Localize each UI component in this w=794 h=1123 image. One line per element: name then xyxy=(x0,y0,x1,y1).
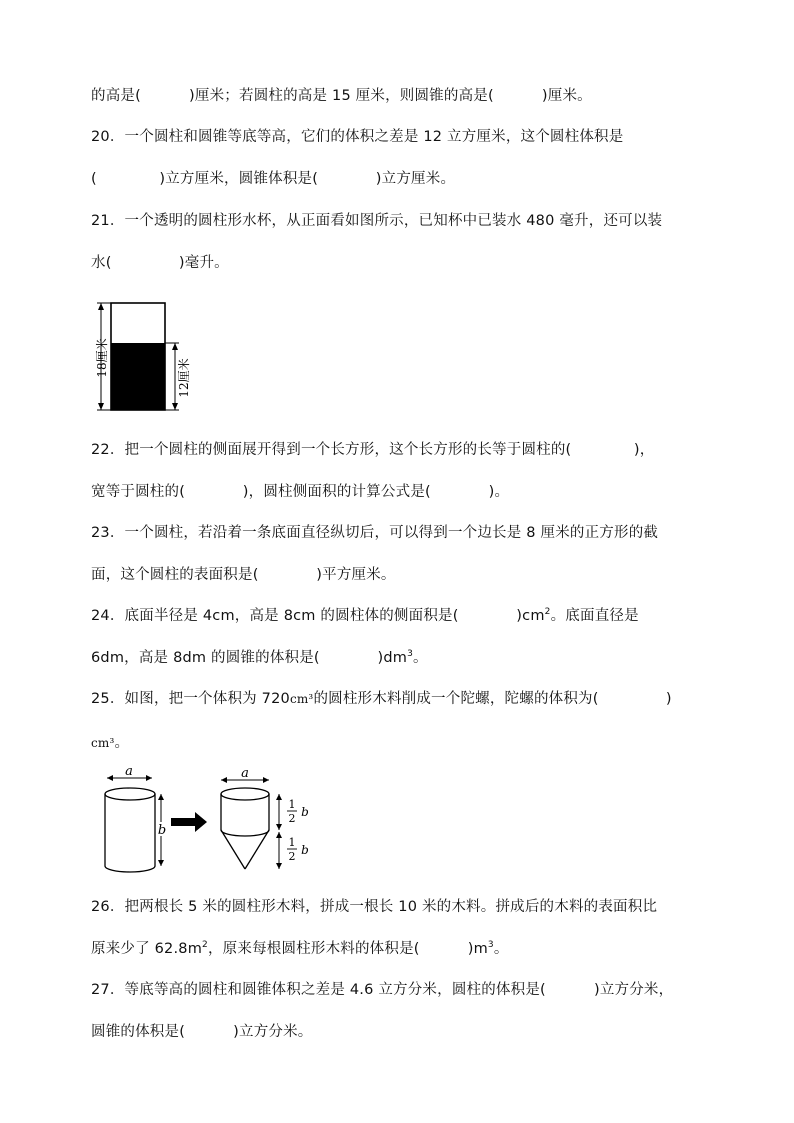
svg-text:a: a xyxy=(241,766,249,781)
text-line: cm³。 xyxy=(91,735,130,751)
svg-text:b: b xyxy=(301,805,309,819)
svg-text:1: 1 xyxy=(288,836,296,849)
arrow-icon xyxy=(171,812,207,832)
spinning-top xyxy=(221,766,309,869)
text-line: ( )立方厘米，圆锥体积是( )立方厘米。 xyxy=(91,171,456,187)
svg-text:a: a xyxy=(125,766,133,779)
total-height-label: 18厘米 xyxy=(95,338,109,378)
water-height-label: 12厘米 xyxy=(177,358,191,398)
spinning-top-figure xyxy=(95,766,320,878)
question-27: 27．等底等高的圆柱和圆锥体积之差是 4.6 立方分米，圆柱的体积是( )立方分米， xyxy=(91,982,674,998)
question-26: 26．把两根长 5 米的圆柱形木料，拼成一根长 10 米的木料。拼成后的木料的表面积比 xyxy=(91,899,658,915)
text-line: 原来少了 $62.8m^2$，原来每根圆柱形木料的体积是( )$m^3$。 xyxy=(91,940,509,957)
question-20: 20．一个圆柱和圆锥等底等高，它们的体积之差是 12 立方厘米，这个圆柱体积是 xyxy=(91,129,624,145)
question-24: 24．底面半径是 4cm，高是 8cm 的圆柱体的侧面积是( )$cm^2$。底面直径是 xyxy=(91,607,639,624)
text-line: 的高是( )厘米；若圆柱的高是 15 厘米，则圆锥的高是( )厘米。 xyxy=(91,88,592,104)
text-line: 圆锥的体积是( )立方分米。 xyxy=(91,1024,313,1040)
cylinder xyxy=(105,766,166,872)
question-25: 25．如图，把一个体积为 720cm³的圆柱形木料削成一个陀螺，陀螺的体积为( ) xyxy=(91,691,672,707)
cup-figure xyxy=(86,298,206,414)
question-21: 21．一个透明的圆柱形水杯，从正面看如图所示，已知杯中已装水 480 毫升，还可以装 xyxy=(91,213,663,229)
text-line: 面，这个圆柱的表面积是( )平方厘米。 xyxy=(91,567,396,583)
text-line: 水( )毫升。 xyxy=(91,255,229,271)
question-22: 22．把一个圆柱的侧面展开得到一个长方形，这个长方形的长等于圆柱的( )， xyxy=(91,442,655,458)
svg-text:b: b xyxy=(157,823,167,838)
svg-text:1: 1 xyxy=(288,798,296,811)
svg-text:2: 2 xyxy=(288,850,296,863)
svg-text:2: 2 xyxy=(288,812,296,825)
text-line: 6dm，高是 8dm 的圆锥的体积是( )$dm^3$。 xyxy=(91,649,428,666)
text-line: 宽等于圆柱的( )，圆柱侧面积的计算公式是( )。 xyxy=(91,484,510,500)
svg-text:b: b xyxy=(301,843,309,857)
water-fill xyxy=(111,343,165,410)
question-23: 23．一个圆柱，若沿着一条底面直径纵切后，可以得到一个边长是 8 厘米的正方形的截 xyxy=(91,525,659,541)
